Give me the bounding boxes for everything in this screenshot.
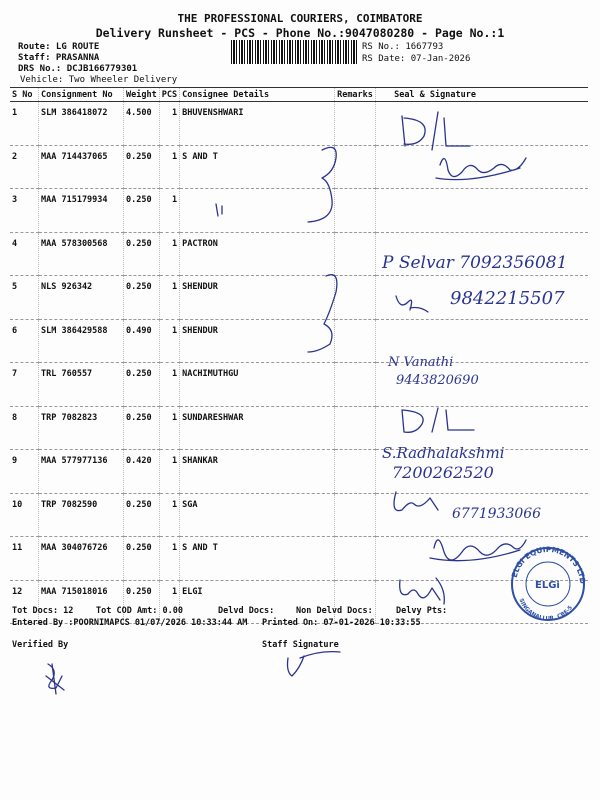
verified-signature (46, 664, 64, 694)
total-cod: Tot COD Amt: 0.00 (96, 606, 183, 616)
cell-remarks (335, 232, 376, 276)
cell-consignment: SLM 386429588 (39, 319, 124, 363)
cell-consignment: TRL 760557 (39, 363, 124, 407)
cell-consignee: PACTRON (180, 232, 335, 276)
cell-remarks (335, 102, 376, 146)
cell-sno: 1 (10, 102, 39, 146)
table-row (10, 145, 588, 189)
col-sno: S No (10, 88, 39, 102)
cell-seal (376, 145, 588, 189)
col-seal: Seal & Signature (376, 88, 588, 102)
total-docs: Tot Docs: 12 (12, 606, 74, 616)
table-row (10, 406, 588, 450)
delivery-points: Delvy Pts: (396, 606, 448, 616)
table-row (10, 319, 588, 363)
company-title: THE PROFESSIONAL COURIERS, COIMBATORE (177, 12, 423, 25)
cell-sno: 12 (10, 580, 39, 624)
verified-by-label: Verified By (12, 640, 69, 650)
cell-consignee: NACHIMUTHGU (180, 363, 335, 407)
cell-sno: 11 (10, 537, 39, 581)
row9-phone: 7200262520 (392, 463, 494, 482)
cell-pcs: 1 (159, 493, 179, 537)
cell-weight: 0.250 (124, 537, 160, 581)
cell-consignee: SGA (180, 493, 335, 537)
staff-signature-label: Staff Signature (262, 640, 339, 650)
row10-phone: 6771933066 (452, 506, 542, 522)
rs-number: RS No.: 1667793 (362, 42, 444, 52)
cell-sno: 9 (10, 450, 39, 494)
cell-weight: 0.250 (124, 406, 160, 450)
cell-seal (376, 189, 588, 233)
col-weight: Weight (124, 88, 160, 102)
cell-weight: 0.250 (124, 232, 160, 276)
cell-pcs: 1 (159, 276, 179, 320)
cell-sno: 8 (10, 406, 39, 450)
cell-weight: 0.250 (124, 145, 160, 189)
cell-seal (376, 406, 588, 450)
table-row (10, 493, 588, 537)
cell-seal (376, 102, 588, 146)
col-pcs: PCS (159, 88, 179, 102)
cell-seal (376, 580, 588, 624)
drs-label: DRS No.: DCJB166779301 (18, 64, 138, 74)
runsheet-subtitle: Delivery Runsheet - PCS - Phone No.:9047080280 - Page No.:1 (95, 26, 505, 40)
table-row (10, 189, 588, 233)
col-consignee: Consignee Details (180, 88, 335, 102)
cell-pcs: 1 (159, 363, 179, 407)
cell-remarks (335, 363, 376, 407)
cell-seal (376, 319, 588, 363)
table-row (10, 580, 588, 624)
cell-remarks (335, 406, 376, 450)
table-row (10, 537, 588, 581)
cell-weight: 0.250 (124, 493, 160, 537)
cell-consignment: TRP 7082590 (39, 493, 124, 537)
row9-name: S.Radhalakshmi (382, 444, 505, 462)
cell-weight: 0.420 (124, 450, 160, 494)
cell-sno: 4 (10, 232, 39, 276)
cell-consignee: ELGI (180, 580, 335, 624)
cell-consignee: SHENDUR (180, 319, 335, 363)
cell-weight: 4.500 (124, 102, 160, 146)
cell-consignment: MAA 715018016 (39, 580, 124, 624)
cell-sno: 10 (10, 493, 39, 537)
runsheet-table (10, 87, 588, 624)
delivered-docs: Delvd Docs: (218, 606, 275, 616)
cell-remarks (335, 145, 376, 189)
table-header-row (10, 88, 588, 102)
cell-seal (376, 450, 588, 494)
stamp-bottom-text: SINGANALLUR, CBE-5 (517, 597, 574, 623)
cell-seal (376, 537, 588, 581)
cell-weight: 0.250 (124, 363, 160, 407)
cell-consignee: S AND T (180, 145, 335, 189)
row4-handwritten: P Selvar 7092356081 (382, 253, 568, 273)
rs-date: RS Date: 07-Jan-2026 (362, 54, 471, 64)
cell-pcs: 1 (159, 232, 179, 276)
staff-signature-mark (288, 652, 341, 676)
cell-remarks (335, 580, 376, 624)
cell-consignee: S AND T (180, 537, 335, 581)
cell-pcs: 1 (159, 406, 179, 450)
cell-pcs: 1 (159, 580, 179, 624)
cell-seal (376, 493, 588, 537)
cell-consignee (180, 189, 335, 233)
cell-weight: 0.250 (124, 580, 160, 624)
cell-sno: 6 (10, 319, 39, 363)
table-row (10, 363, 588, 407)
cell-consignment: NLS 926342 (39, 276, 124, 320)
cell-weight: 0.250 (124, 276, 160, 320)
cell-consignment: MAA 578300568 (39, 232, 124, 276)
row5-phone: 9842215507 (450, 288, 565, 309)
cell-sno: 3 (10, 189, 39, 233)
entered-by: Entered By :POORNIMAPCS 01/07/2026 10:33:44 AM (12, 618, 248, 628)
cell-remarks (335, 189, 376, 233)
cell-consignee: SUNDARESHWAR (180, 406, 335, 450)
cell-weight: 0.490 (124, 319, 160, 363)
cell-pcs: 1 (159, 450, 179, 494)
stamp-top-text: ELGI EQUIPMENTS LTD (509, 544, 588, 585)
cell-consignee: SHENDUR (180, 276, 335, 320)
cell-consignment: TRP 7082823 (39, 406, 124, 450)
cell-seal (376, 363, 588, 407)
cell-sno: 5 (10, 276, 39, 320)
barcode (231, 40, 359, 64)
staff-label: Staff: PRASANNA (18, 53, 100, 63)
cell-consignment: MAA 577977136 (39, 450, 124, 494)
cell-consignee: BHUVENSHWARI (180, 102, 335, 146)
cell-pcs: 1 (159, 102, 179, 146)
non-delivered-docs: Non Delvd Docs: (296, 606, 373, 616)
cell-remarks (335, 537, 376, 581)
cell-seal (376, 232, 588, 276)
cell-consignment: SLM 386418072 (39, 102, 124, 146)
table-row (10, 102, 588, 146)
cell-sno: 7 (10, 363, 39, 407)
cell-consignee: SHANKAR (180, 450, 335, 494)
col-consignment: Consignment No (39, 88, 124, 102)
cell-remarks (335, 276, 376, 320)
cell-consignment: MAA 714437065 (39, 145, 124, 189)
cell-pcs: 1 (159, 537, 179, 581)
route-label: Route: LG ROUTE (18, 42, 100, 52)
table-row (10, 450, 588, 494)
cell-consignment: MAA 304076726 (39, 537, 124, 581)
cell-pcs: 1 (159, 189, 179, 233)
cell-weight: 0.250 (124, 189, 160, 233)
table-row (10, 232, 588, 276)
cell-remarks (335, 450, 376, 494)
cell-remarks (335, 319, 376, 363)
stamp-logo: ELGi (535, 580, 560, 591)
vehicle-label: Vehicle: Two Wheeler Delivery (20, 75, 178, 85)
row7-name: N Vanathi (388, 355, 454, 370)
table-row (10, 276, 588, 320)
row7-phone: 9443820690 (396, 373, 479, 388)
cell-pcs: 1 (159, 319, 179, 363)
cell-pcs: 1 (159, 145, 179, 189)
col-remarks: Remarks (335, 88, 376, 102)
printed-on: Printed On: 07-01-2026 10:33:55 (262, 618, 421, 628)
cell-consignment: MAA 715179934 (39, 189, 124, 233)
cell-remarks (335, 493, 376, 537)
cell-sno: 2 (10, 145, 39, 189)
cell-seal (376, 276, 588, 320)
